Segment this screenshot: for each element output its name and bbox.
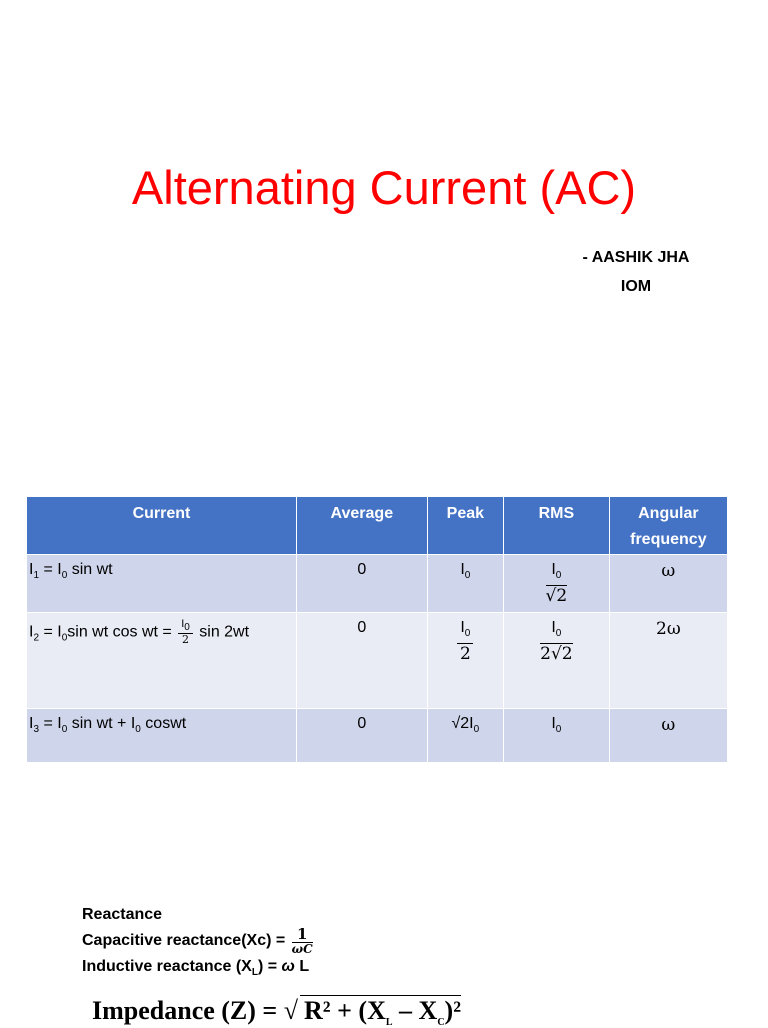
reactance-block bbox=[82, 904, 315, 984]
header-current: Current bbox=[27, 497, 297, 555]
author-block bbox=[560, 243, 712, 301]
table-header-row bbox=[27, 497, 728, 555]
table-row bbox=[27, 613, 728, 709]
impedance-formula: Impedance (Z) = √ $R^2 + (X_L - X_C)^2$ bbox=[92, 996, 461, 1028]
cell-current: $I_2 = I_0\sin$ wt cos wt = $\frac{I_0}{2}$ sin 2wt bbox=[27, 613, 297, 709]
cell-angular: ω bbox=[609, 709, 727, 763]
inductive-reactance: Inductive reactance $(X_L) = \omega$ L bbox=[82, 958, 310, 979]
cell-current: $I_1 = I_0$ sin wt bbox=[27, 555, 297, 613]
cell-peak: $I_0$ bbox=[427, 555, 503, 613]
header-peak: Peak bbox=[427, 497, 503, 555]
cell-angular: 2ω bbox=[609, 613, 727, 709]
table-row bbox=[27, 555, 728, 613]
cell-angular: ω bbox=[609, 555, 727, 613]
header-rms: RMS bbox=[504, 497, 610, 555]
author-org: IOM bbox=[620, 278, 652, 295]
cell-peak: $\frac{I_0}{2}$ bbox=[427, 613, 503, 709]
cell-average: 0 bbox=[296, 555, 427, 613]
reactance-heading: Reactance bbox=[82, 906, 163, 923]
header-average: Average bbox=[296, 497, 427, 555]
ac-table bbox=[26, 496, 728, 763]
cell-rms: $I_0$ bbox=[504, 709, 610, 763]
cell-peak: $√2I_0$ bbox=[427, 709, 503, 763]
header-angular: Angular frequency bbox=[609, 497, 727, 555]
author-name: - AASHIK JHA bbox=[582, 249, 690, 266]
cell-average: 0 bbox=[296, 709, 427, 763]
cell-rms: $\frac{I_0}{√2}$ bbox=[504, 555, 610, 613]
cell-current: $I_3 = I_0$ sin wt + $I_0$ coswt bbox=[27, 709, 297, 763]
page-title: Alternating Current (AC) bbox=[131, 161, 637, 214]
table-row bbox=[27, 709, 728, 763]
cell-average: 0 bbox=[296, 613, 427, 709]
cell-rms: $\frac{I_0}{2√2}$ bbox=[504, 613, 610, 709]
capacitive-reactance: Capacitive reactance(Xc) = $\frac{1}{\omega C}$ bbox=[82, 925, 313, 956]
